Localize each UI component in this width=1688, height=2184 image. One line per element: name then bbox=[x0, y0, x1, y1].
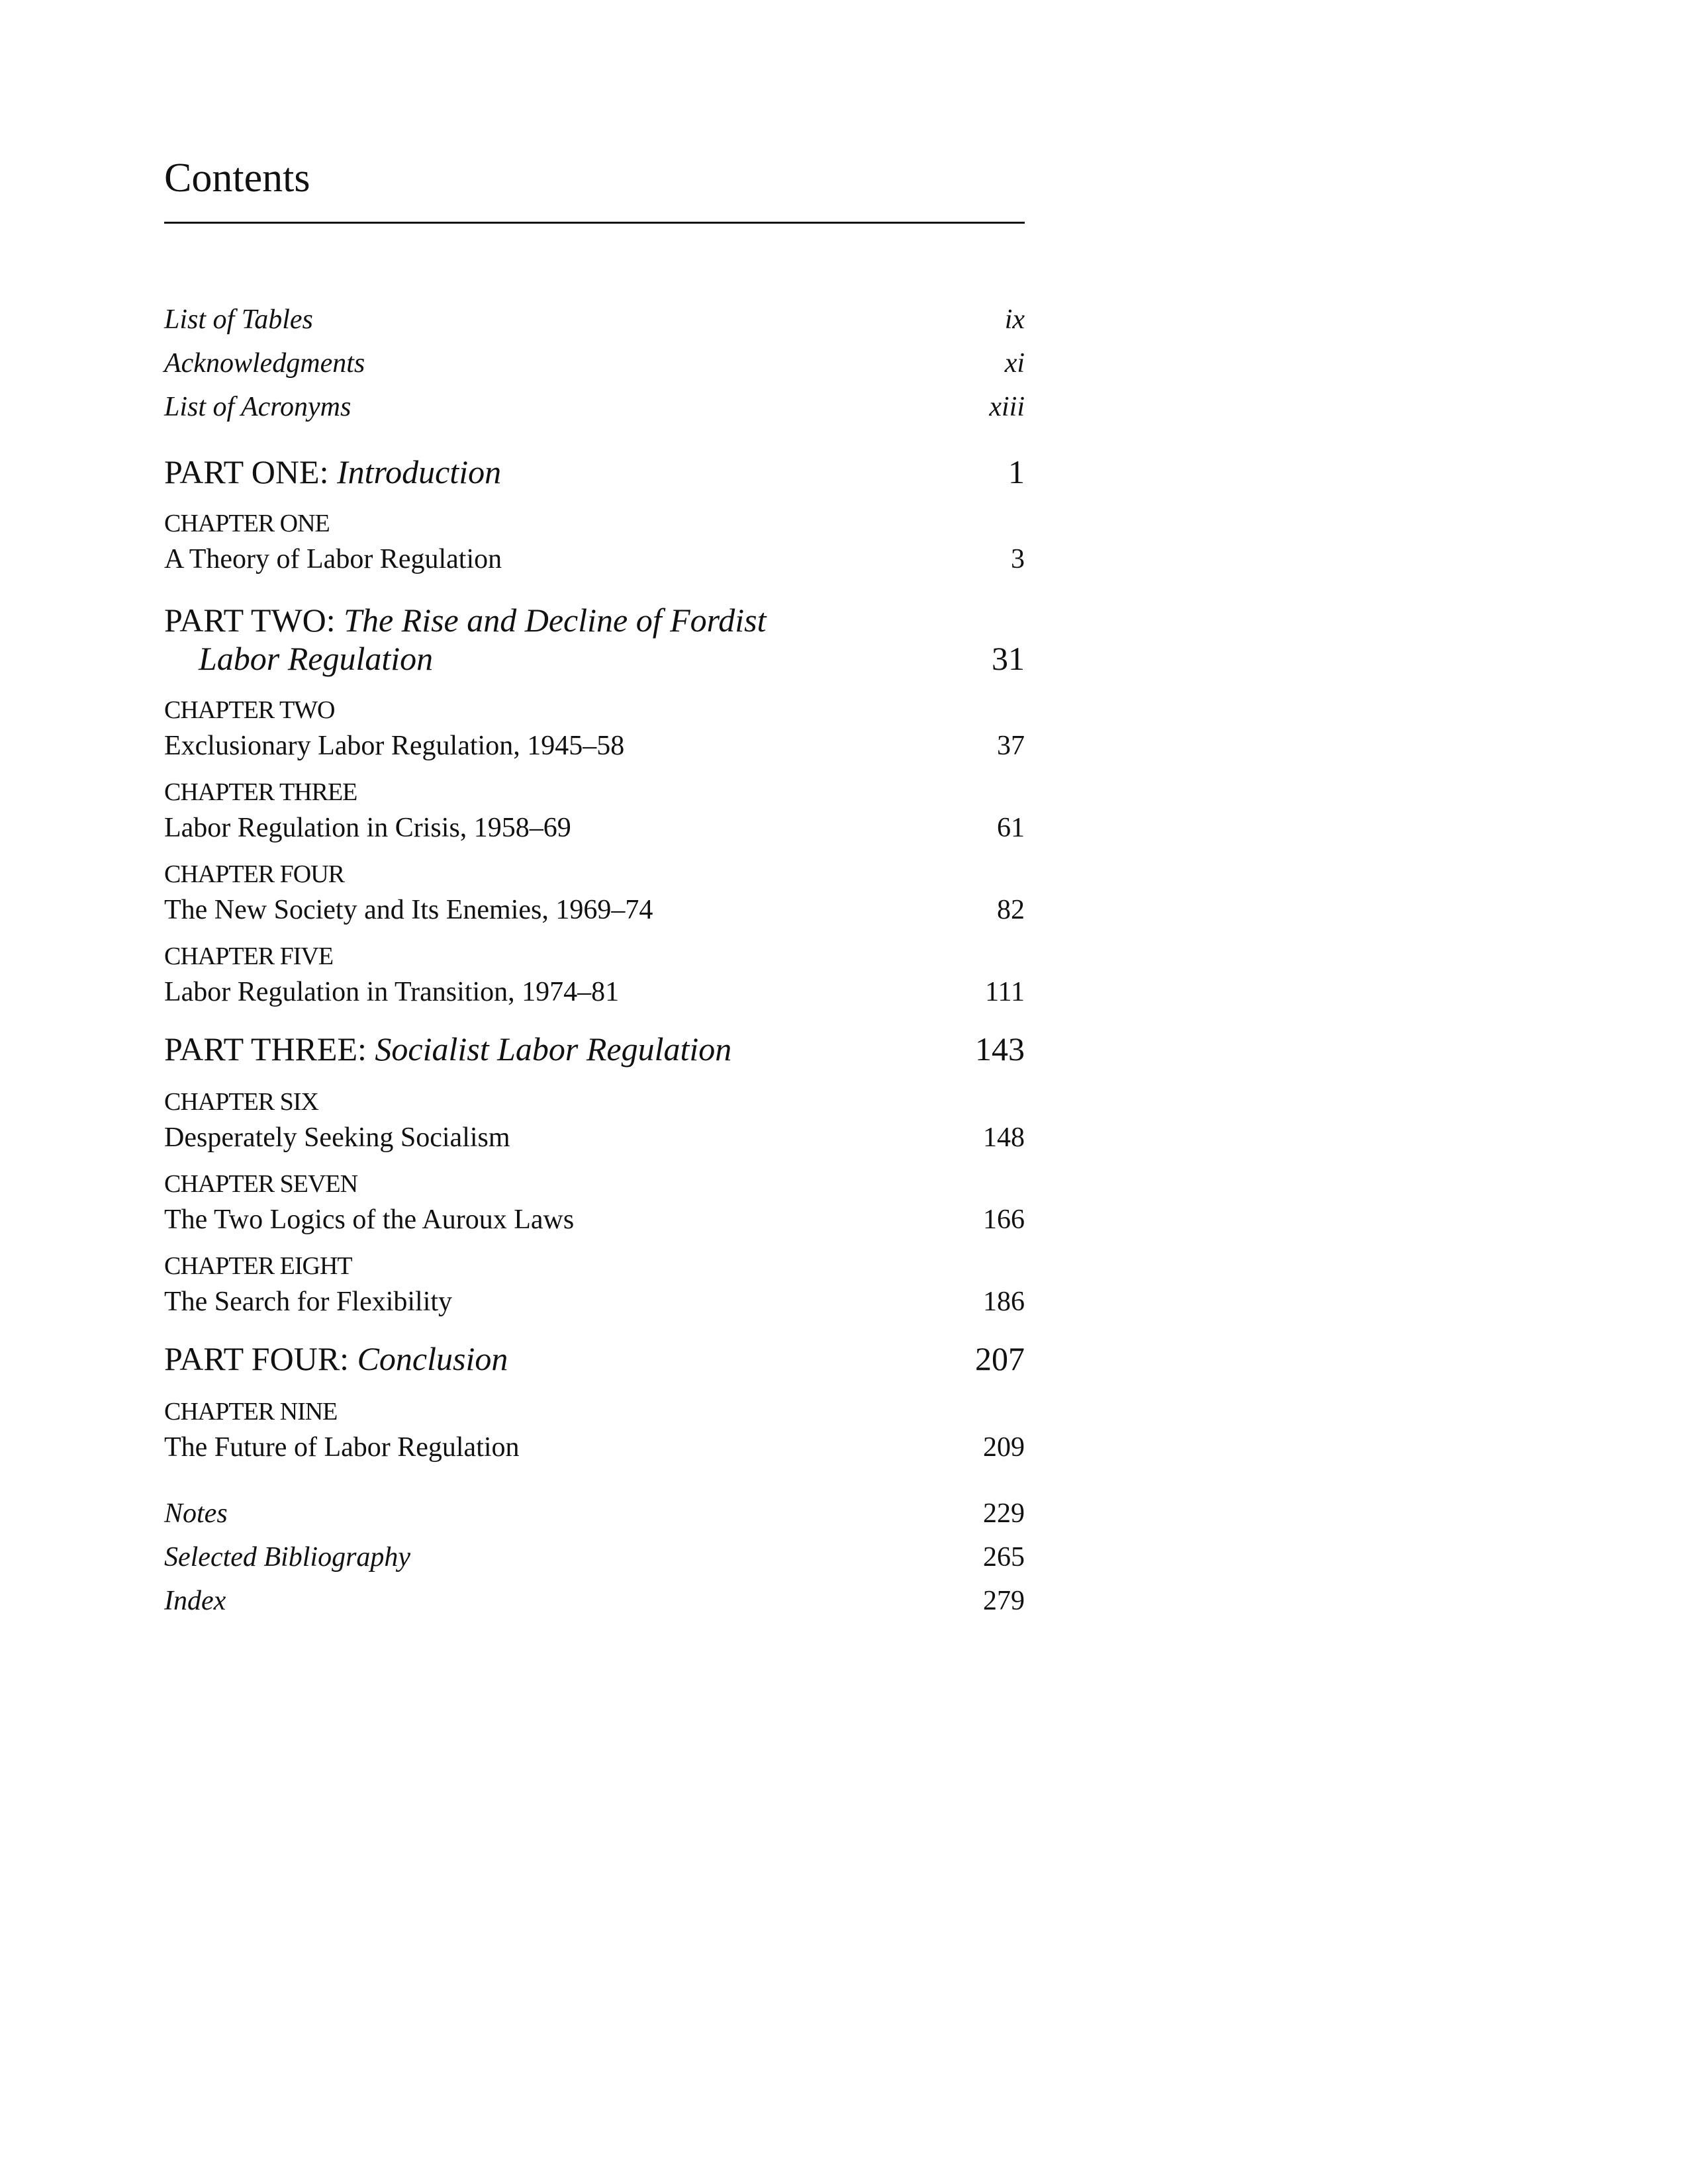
part-title: The Rise and Decline of Fordist bbox=[344, 602, 767, 639]
toc-chapter-eight[interactable] bbox=[164, 1252, 1025, 1318]
toc-chapter-four[interactable] bbox=[164, 860, 1025, 927]
part-label: PART TWO: bbox=[164, 602, 336, 639]
entry-page: 229 bbox=[983, 1498, 1025, 1529]
toc-chapter-seven[interactable] bbox=[164, 1170, 1025, 1236]
chapter-page: 111 bbox=[985, 977, 1025, 1007]
chapter-label: CHAPTER FOUR bbox=[164, 860, 344, 888]
toc-entry-back[interactable] bbox=[164, 1584, 1025, 1617]
part-label: PART ONE: bbox=[164, 453, 329, 490]
toc-part-one[interactable] bbox=[164, 453, 1025, 491]
part-page: 31 bbox=[992, 640, 1025, 677]
entry-title: Notes bbox=[164, 1498, 228, 1529]
chapter-label: CHAPTER SIX bbox=[164, 1088, 318, 1116]
entry-title: Selected Bibliography bbox=[164, 1542, 411, 1572]
entry-title: List of Tables bbox=[164, 304, 313, 335]
chapter-title: Desperately Seeking Socialism bbox=[164, 1122, 510, 1153]
chapter-title: The Two Logics of the Auroux Laws bbox=[164, 1205, 575, 1235]
part-page: 1 bbox=[1008, 453, 1025, 490]
entry-title: List of Acronyms bbox=[164, 392, 352, 422]
chapter-label: CHAPTER EIGHT bbox=[164, 1252, 352, 1280]
toc-part-two[interactable] bbox=[164, 601, 1025, 678]
entry-page: ix bbox=[1004, 304, 1025, 335]
part-title-continued: Labor Regulation bbox=[199, 640, 434, 677]
entry-title: Index bbox=[164, 1586, 226, 1616]
chapter-label: CHAPTER ONE bbox=[164, 510, 330, 537]
toc-chapter-two[interactable] bbox=[164, 696, 1025, 762]
toc-entry-front[interactable] bbox=[164, 347, 1025, 380]
part-label: PART FOUR: bbox=[164, 1340, 350, 1377]
chapter-title: A Theory of Labor Regulation bbox=[164, 544, 502, 574]
part-title: Introduction bbox=[336, 453, 502, 490]
entry-page: xi bbox=[1004, 348, 1025, 379]
entry-title: Acknowledgments bbox=[164, 348, 365, 379]
toc-chapter-three[interactable] bbox=[164, 778, 1025, 844]
toc-entry-back[interactable] bbox=[164, 1541, 1025, 1574]
chapter-title: Labor Regulation in Crisis, 1958–69 bbox=[164, 813, 571, 843]
chapter-title: The New Society and Its Enemies, 1969–74 bbox=[164, 895, 653, 925]
part-page: 207 bbox=[975, 1340, 1025, 1377]
toc-entry-back[interactable] bbox=[164, 1497, 1025, 1530]
toc-chapter-six[interactable] bbox=[164, 1088, 1025, 1154]
chapter-label: CHAPTER FIVE bbox=[164, 942, 334, 970]
page-title: Contents bbox=[164, 156, 310, 201]
chapter-page: 82 bbox=[997, 895, 1025, 925]
chapter-title: The Search for Flexibility bbox=[164, 1287, 453, 1317]
chapter-page: 3 bbox=[1011, 544, 1025, 574]
chapter-page: 148 bbox=[983, 1122, 1025, 1153]
chapter-page: 37 bbox=[997, 731, 1025, 761]
toc-part-four[interactable] bbox=[164, 1340, 1025, 1378]
title-rule bbox=[164, 222, 1025, 224]
part-label: PART THREE: bbox=[164, 1030, 367, 1068]
chapter-title: Exclusionary Labor Regulation, 1945–58 bbox=[164, 731, 625, 761]
part-title: Conclusion bbox=[357, 1340, 508, 1377]
chapter-page: 61 bbox=[997, 813, 1025, 843]
toc-entry-front[interactable] bbox=[164, 390, 1025, 424]
entry-page: 265 bbox=[983, 1542, 1025, 1572]
entry-page: 279 bbox=[983, 1586, 1025, 1616]
chapter-title: Labor Regulation in Transition, 1974–81 bbox=[164, 977, 620, 1007]
chapter-title: The Future of Labor Regulation bbox=[164, 1432, 520, 1463]
part-title: Socialist Labor Regulation bbox=[375, 1030, 732, 1068]
toc-part-three[interactable] bbox=[164, 1030, 1025, 1068]
chapter-label: CHAPTER THREE bbox=[164, 778, 357, 806]
chapter-page: 186 bbox=[983, 1287, 1025, 1317]
entry-page: xiii bbox=[989, 392, 1025, 422]
chapter-page: 209 bbox=[983, 1432, 1025, 1463]
chapter-label: CHAPTER SEVEN bbox=[164, 1170, 358, 1198]
toc-chapter-nine[interactable] bbox=[164, 1398, 1025, 1464]
chapter-page: 166 bbox=[983, 1205, 1025, 1235]
toc-entry-front[interactable] bbox=[164, 303, 1025, 336]
part-page: 143 bbox=[975, 1030, 1025, 1068]
toc-chapter-five[interactable] bbox=[164, 942, 1025, 1009]
chapter-label: CHAPTER NINE bbox=[164, 1398, 338, 1426]
toc-chapter-one[interactable] bbox=[164, 510, 1025, 576]
chapter-label: CHAPTER TWO bbox=[164, 696, 335, 724]
